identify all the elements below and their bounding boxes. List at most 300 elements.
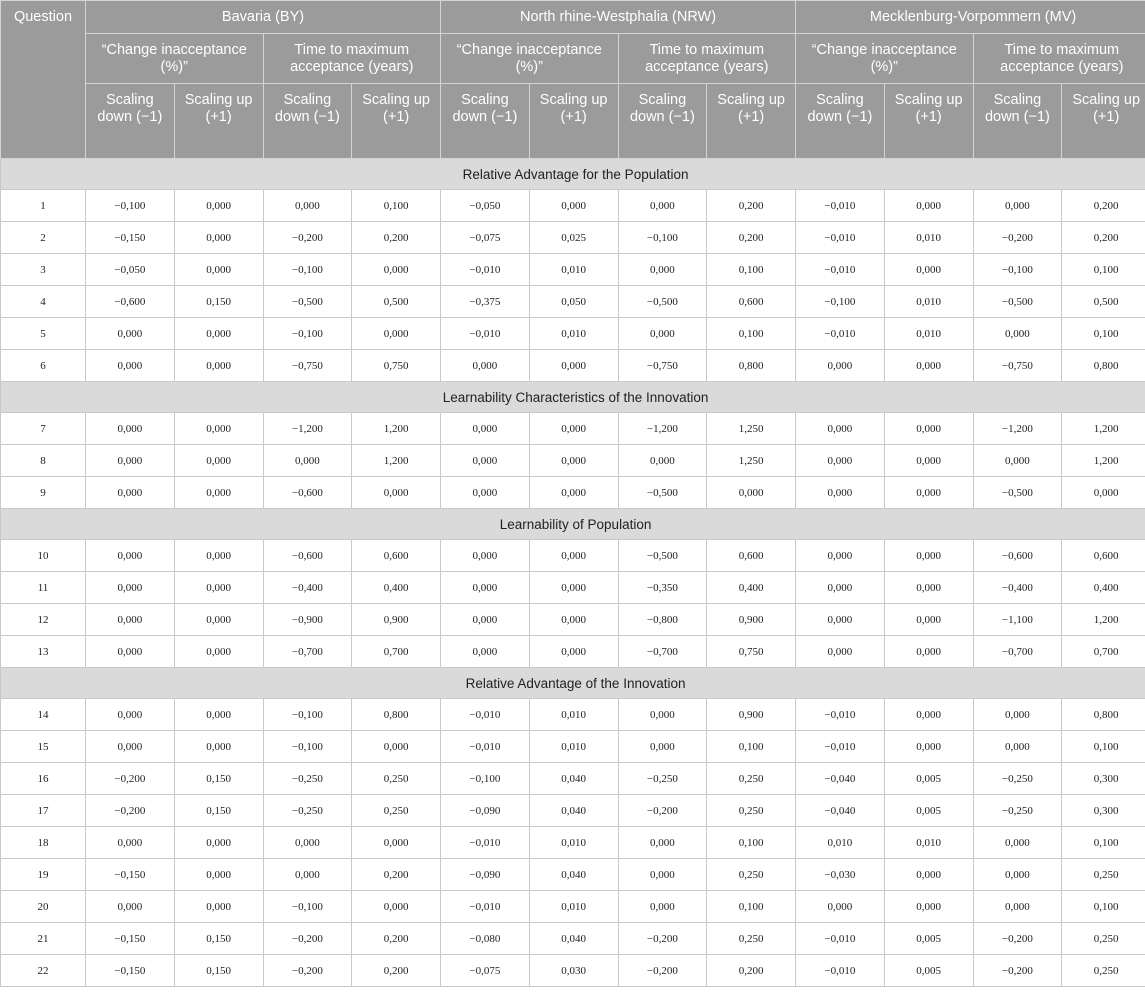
value-cell: −0,150 bbox=[86, 859, 175, 891]
table-row bbox=[1, 540, 1145, 572]
question-header: Question bbox=[1, 1, 86, 159]
value-cell: 0,000 bbox=[884, 445, 973, 477]
value-cell: 0,000 bbox=[884, 254, 973, 286]
value-cell: 0,100 bbox=[1062, 827, 1145, 859]
question-number: 20 bbox=[1, 891, 86, 923]
value-cell: 0,150 bbox=[174, 955, 263, 987]
section-row bbox=[1, 668, 1145, 699]
value-cell: −0,600 bbox=[263, 477, 352, 509]
value-cell: −0,375 bbox=[441, 286, 530, 318]
scaling-up-header: Scaling up (+1) bbox=[174, 84, 263, 159]
value-cell: 0,010 bbox=[529, 827, 618, 859]
value-cell: 0,000 bbox=[796, 477, 885, 509]
value-cell: 0,000 bbox=[174, 190, 263, 222]
value-cell: 0,000 bbox=[973, 827, 1062, 859]
metric-header-time: Time to maximum acceptance (years) bbox=[618, 34, 796, 84]
question-number: 16 bbox=[1, 763, 86, 795]
value-cell: 0,600 bbox=[1062, 540, 1145, 572]
scaling-down-header: Scaling down (−1) bbox=[973, 84, 1062, 159]
value-cell: 0,000 bbox=[263, 827, 352, 859]
value-cell: −0,350 bbox=[618, 572, 707, 604]
value-cell: 1,250 bbox=[707, 445, 796, 477]
value-cell: −0,600 bbox=[973, 540, 1062, 572]
value-cell: −0,010 bbox=[441, 254, 530, 286]
value-cell: −0,200 bbox=[263, 222, 352, 254]
value-cell: 0,200 bbox=[352, 955, 441, 987]
value-cell: 0,000 bbox=[884, 859, 973, 891]
value-cell: 0,600 bbox=[707, 286, 796, 318]
value-cell: −0,100 bbox=[796, 286, 885, 318]
question-number: 4 bbox=[1, 286, 86, 318]
value-cell: −0,100 bbox=[263, 731, 352, 763]
value-cell: 0,000 bbox=[884, 572, 973, 604]
value-cell: 0,000 bbox=[86, 827, 175, 859]
region-header-mv: Mecklenburg-Vorpommern (MV) bbox=[796, 1, 1145, 34]
value-cell: 1,200 bbox=[1062, 445, 1145, 477]
value-cell: −0,010 bbox=[796, 699, 885, 731]
question-number: 22 bbox=[1, 955, 86, 987]
value-cell: 0,150 bbox=[174, 795, 263, 827]
section-title: Relative Advantage of the Innovation bbox=[1, 668, 1145, 699]
value-cell: 0,000 bbox=[263, 190, 352, 222]
value-cell: −0,010 bbox=[796, 923, 885, 955]
value-cell: 0,000 bbox=[174, 413, 263, 445]
question-number: 13 bbox=[1, 636, 86, 668]
value-cell: 0,000 bbox=[174, 254, 263, 286]
value-cell: −0,050 bbox=[86, 254, 175, 286]
value-cell: 0,200 bbox=[352, 859, 441, 891]
value-cell: 0,200 bbox=[1062, 222, 1145, 254]
value-cell: −0,400 bbox=[263, 572, 352, 604]
question-number: 6 bbox=[1, 350, 86, 382]
value-cell: 0,400 bbox=[1062, 572, 1145, 604]
value-cell: −0,010 bbox=[441, 731, 530, 763]
value-cell: 0,000 bbox=[86, 572, 175, 604]
table-row bbox=[1, 413, 1145, 445]
value-cell: −0,500 bbox=[618, 477, 707, 509]
value-cell: 0,900 bbox=[352, 604, 441, 636]
value-cell: −1,200 bbox=[973, 413, 1062, 445]
value-cell: 0,040 bbox=[529, 795, 618, 827]
value-cell: −0,600 bbox=[86, 286, 175, 318]
value-cell: 0,000 bbox=[174, 827, 263, 859]
value-cell: 0,100 bbox=[1062, 318, 1145, 350]
value-cell: 0,250 bbox=[1062, 923, 1145, 955]
value-cell: 1,200 bbox=[1062, 413, 1145, 445]
value-cell: 0,000 bbox=[618, 827, 707, 859]
value-cell: −0,200 bbox=[618, 955, 707, 987]
value-cell: 0,000 bbox=[441, 350, 530, 382]
value-cell: −0,010 bbox=[441, 827, 530, 859]
value-cell: 0,000 bbox=[796, 350, 885, 382]
scaling-up-header: Scaling up (+1) bbox=[352, 84, 441, 159]
value-cell: 0,010 bbox=[529, 699, 618, 731]
value-cell: 0,200 bbox=[707, 222, 796, 254]
metric-header-time: Time to maximum acceptance (years) bbox=[263, 34, 441, 84]
table-row bbox=[1, 604, 1145, 636]
value-cell: −0,150 bbox=[86, 222, 175, 254]
value-cell: −0,100 bbox=[263, 891, 352, 923]
value-cell: −0,090 bbox=[441, 795, 530, 827]
value-cell: 0,000 bbox=[529, 413, 618, 445]
value-cell: 0,000 bbox=[86, 477, 175, 509]
value-cell: 0,100 bbox=[707, 254, 796, 286]
table-row bbox=[1, 923, 1145, 955]
value-cell: −1,200 bbox=[618, 413, 707, 445]
value-cell: 0,000 bbox=[352, 731, 441, 763]
question-number: 14 bbox=[1, 699, 86, 731]
metric-header-change: “Change inacceptance (%)” bbox=[86, 34, 264, 84]
value-cell: 0,000 bbox=[884, 413, 973, 445]
value-cell: 0,000 bbox=[796, 604, 885, 636]
value-cell: 0,025 bbox=[529, 222, 618, 254]
value-cell: 0,005 bbox=[884, 795, 973, 827]
value-cell: −0,150 bbox=[86, 955, 175, 987]
value-cell: 0,000 bbox=[441, 636, 530, 668]
value-cell: 0,000 bbox=[174, 891, 263, 923]
value-cell: 0,000 bbox=[884, 540, 973, 572]
question-number: 18 bbox=[1, 827, 86, 859]
value-cell: −0,200 bbox=[973, 222, 1062, 254]
value-cell: 0,000 bbox=[529, 604, 618, 636]
value-cell: −0,010 bbox=[796, 190, 885, 222]
value-cell: −0,200 bbox=[263, 955, 352, 987]
value-cell: −0,075 bbox=[441, 222, 530, 254]
scaling-up-header: Scaling up (+1) bbox=[529, 84, 618, 159]
scaling-up-header: Scaling up (+1) bbox=[1062, 84, 1145, 159]
value-cell: −0,900 bbox=[263, 604, 352, 636]
value-cell: 0,000 bbox=[884, 699, 973, 731]
scaling-up-header: Scaling up (+1) bbox=[884, 84, 973, 159]
table-row bbox=[1, 254, 1145, 286]
value-cell: −0,100 bbox=[973, 254, 1062, 286]
value-cell: 0,000 bbox=[86, 699, 175, 731]
value-cell: 0,010 bbox=[884, 222, 973, 254]
value-cell: 0,005 bbox=[884, 955, 973, 987]
value-cell: 0,040 bbox=[529, 923, 618, 955]
value-cell: 0,000 bbox=[529, 190, 618, 222]
value-cell: 0,000 bbox=[441, 572, 530, 604]
scaling-down-header: Scaling down (−1) bbox=[441, 84, 530, 159]
value-cell: 0,000 bbox=[973, 731, 1062, 763]
value-cell: 0,000 bbox=[529, 636, 618, 668]
value-cell: 0,250 bbox=[352, 795, 441, 827]
value-cell: 0,800 bbox=[707, 350, 796, 382]
value-cell: 0,005 bbox=[884, 763, 973, 795]
section-title: Learnability of Population bbox=[1, 509, 1145, 540]
value-cell: −0,250 bbox=[973, 763, 1062, 795]
table-row bbox=[1, 636, 1145, 668]
value-cell: 0,000 bbox=[973, 891, 1062, 923]
value-cell: 0,000 bbox=[86, 350, 175, 382]
value-cell: 0,000 bbox=[884, 731, 973, 763]
value-cell: −0,150 bbox=[86, 923, 175, 955]
value-cell: 0,000 bbox=[707, 477, 796, 509]
value-cell: 0,700 bbox=[1062, 636, 1145, 668]
value-cell: −0,010 bbox=[796, 955, 885, 987]
value-cell: 0,000 bbox=[441, 477, 530, 509]
value-cell: 0,100 bbox=[1062, 731, 1145, 763]
section-title: Relative Advantage for the Population bbox=[1, 159, 1145, 190]
value-cell: 0,005 bbox=[884, 923, 973, 955]
value-cell: 0,100 bbox=[352, 190, 441, 222]
value-cell: 0,200 bbox=[707, 190, 796, 222]
value-cell: 0,010 bbox=[884, 318, 973, 350]
value-cell: 0,200 bbox=[1062, 190, 1145, 222]
value-cell: −0,200 bbox=[618, 923, 707, 955]
value-cell: −0,200 bbox=[973, 923, 1062, 955]
value-cell: 0,250 bbox=[1062, 859, 1145, 891]
metric-header-change: “Change inacceptance (%)” bbox=[441, 34, 619, 84]
table-row bbox=[1, 445, 1145, 477]
value-cell: −0,100 bbox=[618, 222, 707, 254]
table-row bbox=[1, 795, 1145, 827]
value-cell: 0,000 bbox=[263, 859, 352, 891]
scaling-up-header: Scaling up (+1) bbox=[707, 84, 796, 159]
value-cell: −0,500 bbox=[263, 286, 352, 318]
value-cell: 0,100 bbox=[1062, 254, 1145, 286]
section-row bbox=[1, 382, 1145, 413]
value-cell: 0,040 bbox=[529, 859, 618, 891]
value-cell: 0,000 bbox=[618, 445, 707, 477]
scaling-down-header: Scaling down (−1) bbox=[796, 84, 885, 159]
value-cell: 0,000 bbox=[174, 859, 263, 891]
value-cell: −0,500 bbox=[973, 286, 1062, 318]
value-cell: −0,090 bbox=[441, 859, 530, 891]
value-cell: −0,075 bbox=[441, 955, 530, 987]
scaling-down-header: Scaling down (−1) bbox=[263, 84, 352, 159]
question-number: 15 bbox=[1, 731, 86, 763]
section-title: Learnability Characteristics of the Innovation bbox=[1, 382, 1145, 413]
value-cell: −0,600 bbox=[263, 540, 352, 572]
value-cell: 0,000 bbox=[884, 350, 973, 382]
question-number: 2 bbox=[1, 222, 86, 254]
value-cell: −0,010 bbox=[796, 731, 885, 763]
value-cell: 0,000 bbox=[796, 445, 885, 477]
value-cell: 0,000 bbox=[884, 604, 973, 636]
value-cell: −0,200 bbox=[86, 795, 175, 827]
value-cell: 0,750 bbox=[352, 350, 441, 382]
value-cell: −0,030 bbox=[796, 859, 885, 891]
value-cell: −0,400 bbox=[973, 572, 1062, 604]
value-cell: −0,100 bbox=[86, 190, 175, 222]
table-row bbox=[1, 477, 1145, 509]
value-cell: 0,000 bbox=[529, 350, 618, 382]
value-cell: 0,900 bbox=[707, 604, 796, 636]
value-cell: 0,250 bbox=[707, 923, 796, 955]
value-cell: 0,000 bbox=[441, 445, 530, 477]
value-cell: 0,000 bbox=[618, 859, 707, 891]
scaling-down-header: Scaling down (−1) bbox=[618, 84, 707, 159]
metric-header-time: Time to maximum acceptance (years) bbox=[973, 34, 1145, 84]
value-cell: 0,200 bbox=[352, 923, 441, 955]
value-cell: 0,600 bbox=[352, 540, 441, 572]
value-cell: −0,700 bbox=[973, 636, 1062, 668]
value-cell: 0,000 bbox=[529, 572, 618, 604]
value-cell: 0,000 bbox=[884, 190, 973, 222]
value-cell: 0,000 bbox=[618, 254, 707, 286]
value-cell: 0,000 bbox=[86, 731, 175, 763]
value-cell: 0,000 bbox=[174, 318, 263, 350]
table-row bbox=[1, 891, 1145, 923]
value-cell: 0,250 bbox=[1062, 955, 1145, 987]
value-cell: 0,000 bbox=[796, 891, 885, 923]
value-cell: 0,000 bbox=[174, 222, 263, 254]
value-cell: 0,010 bbox=[529, 731, 618, 763]
value-cell: 0,000 bbox=[529, 445, 618, 477]
value-cell: 1,200 bbox=[1062, 604, 1145, 636]
value-cell: 0,200 bbox=[707, 955, 796, 987]
table-row bbox=[1, 572, 1145, 604]
value-cell: 0,250 bbox=[707, 795, 796, 827]
region-header-by: Bavaria (BY) bbox=[86, 1, 441, 34]
value-cell: 0,000 bbox=[174, 604, 263, 636]
value-cell: 0,000 bbox=[174, 350, 263, 382]
value-cell: −0,010 bbox=[441, 318, 530, 350]
value-cell: −0,100 bbox=[263, 318, 352, 350]
table-row bbox=[1, 350, 1145, 382]
question-number: 8 bbox=[1, 445, 86, 477]
table-body bbox=[1, 159, 1145, 987]
value-cell: −0,700 bbox=[618, 636, 707, 668]
question-number: 12 bbox=[1, 604, 86, 636]
value-cell: −0,010 bbox=[441, 891, 530, 923]
value-cell: −0,010 bbox=[441, 699, 530, 731]
value-cell: 0,000 bbox=[174, 572, 263, 604]
value-cell: 0,000 bbox=[86, 636, 175, 668]
value-cell: 0,010 bbox=[529, 318, 618, 350]
value-cell: 0,750 bbox=[707, 636, 796, 668]
value-cell: −0,200 bbox=[973, 955, 1062, 987]
value-cell: 0,000 bbox=[529, 477, 618, 509]
value-cell: 0,000 bbox=[174, 731, 263, 763]
table-row bbox=[1, 859, 1145, 891]
value-cell: 0,250 bbox=[707, 859, 796, 891]
value-cell: 0,000 bbox=[973, 445, 1062, 477]
value-cell: 0,800 bbox=[352, 699, 441, 731]
value-cell: 0,000 bbox=[352, 318, 441, 350]
value-cell: 0,000 bbox=[86, 891, 175, 923]
question-number: 7 bbox=[1, 413, 86, 445]
value-cell: 0,000 bbox=[618, 891, 707, 923]
value-cell: 0,800 bbox=[1062, 350, 1145, 382]
value-cell: 0,000 bbox=[884, 636, 973, 668]
value-cell: 0,150 bbox=[174, 286, 263, 318]
value-cell: 0,000 bbox=[174, 540, 263, 572]
value-cell: 0,010 bbox=[884, 286, 973, 318]
value-cell: 0,000 bbox=[884, 477, 973, 509]
question-number: 1 bbox=[1, 190, 86, 222]
value-cell: 0,600 bbox=[707, 540, 796, 572]
question-number: 19 bbox=[1, 859, 86, 891]
value-cell: 0,000 bbox=[174, 477, 263, 509]
value-cell: −0,200 bbox=[86, 763, 175, 795]
value-cell: 0,000 bbox=[973, 190, 1062, 222]
value-cell: 0,000 bbox=[352, 477, 441, 509]
value-cell: 0,000 bbox=[86, 445, 175, 477]
value-cell: −0,250 bbox=[263, 763, 352, 795]
value-cell: 0,100 bbox=[707, 731, 796, 763]
section-row bbox=[1, 159, 1145, 190]
value-cell: 1,200 bbox=[352, 445, 441, 477]
value-cell: 0,300 bbox=[1062, 795, 1145, 827]
value-cell: −0,040 bbox=[796, 795, 885, 827]
value-cell: 0,010 bbox=[796, 827, 885, 859]
value-cell: 0,010 bbox=[529, 891, 618, 923]
value-cell: 0,000 bbox=[618, 190, 707, 222]
value-cell: 0,040 bbox=[529, 763, 618, 795]
value-cell: 0,000 bbox=[884, 891, 973, 923]
value-cell: 0,400 bbox=[707, 572, 796, 604]
value-cell: 0,000 bbox=[174, 445, 263, 477]
question-number: 3 bbox=[1, 254, 86, 286]
table-row bbox=[1, 222, 1145, 254]
value-cell: −0,050 bbox=[441, 190, 530, 222]
question-number: 10 bbox=[1, 540, 86, 572]
value-cell: 0,000 bbox=[441, 540, 530, 572]
value-cell: −1,100 bbox=[973, 604, 1062, 636]
value-cell: 0,000 bbox=[973, 699, 1062, 731]
value-cell: 0,250 bbox=[707, 763, 796, 795]
value-cell: 0,010 bbox=[884, 827, 973, 859]
section-row bbox=[1, 509, 1145, 540]
value-cell: 0,010 bbox=[529, 254, 618, 286]
value-cell: −0,500 bbox=[618, 540, 707, 572]
value-cell: 0,000 bbox=[352, 254, 441, 286]
value-cell: −0,200 bbox=[618, 795, 707, 827]
value-cell: 0,000 bbox=[86, 318, 175, 350]
question-number: 11 bbox=[1, 572, 86, 604]
value-cell: 0,100 bbox=[707, 827, 796, 859]
value-cell: 0,300 bbox=[1062, 763, 1145, 795]
value-cell: −0,200 bbox=[263, 923, 352, 955]
value-cell: 0,000 bbox=[86, 604, 175, 636]
value-cell: 0,800 bbox=[1062, 699, 1145, 731]
value-cell: 0,000 bbox=[973, 318, 1062, 350]
value-cell: 0,000 bbox=[796, 636, 885, 668]
question-number: 21 bbox=[1, 923, 86, 955]
value-cell: −0,250 bbox=[973, 795, 1062, 827]
value-cell: 0,000 bbox=[796, 572, 885, 604]
table-row bbox=[1, 699, 1145, 731]
table-header bbox=[1, 1, 1145, 159]
value-cell: 0,050 bbox=[529, 286, 618, 318]
scaling-down-header: Scaling down (−1) bbox=[86, 84, 175, 159]
value-cell: 0,250 bbox=[352, 763, 441, 795]
table-row bbox=[1, 731, 1145, 763]
value-cell: −0,100 bbox=[263, 699, 352, 731]
value-cell: −0,800 bbox=[618, 604, 707, 636]
value-cell: 0,150 bbox=[174, 763, 263, 795]
question-number: 17 bbox=[1, 795, 86, 827]
value-cell: 0,000 bbox=[618, 699, 707, 731]
value-cell: 0,000 bbox=[796, 413, 885, 445]
table-row bbox=[1, 190, 1145, 222]
value-cell: 0,000 bbox=[973, 859, 1062, 891]
value-cell: 0,000 bbox=[618, 318, 707, 350]
value-cell: −0,040 bbox=[796, 763, 885, 795]
value-cell: 0,150 bbox=[174, 923, 263, 955]
value-cell: 0,000 bbox=[86, 540, 175, 572]
value-cell: 0,000 bbox=[86, 413, 175, 445]
table-row bbox=[1, 318, 1145, 350]
table-row bbox=[1, 955, 1145, 987]
value-cell: −0,010 bbox=[796, 254, 885, 286]
question-number: 5 bbox=[1, 318, 86, 350]
value-cell: 0,000 bbox=[352, 827, 441, 859]
table-row bbox=[1, 763, 1145, 795]
table-row bbox=[1, 827, 1145, 859]
